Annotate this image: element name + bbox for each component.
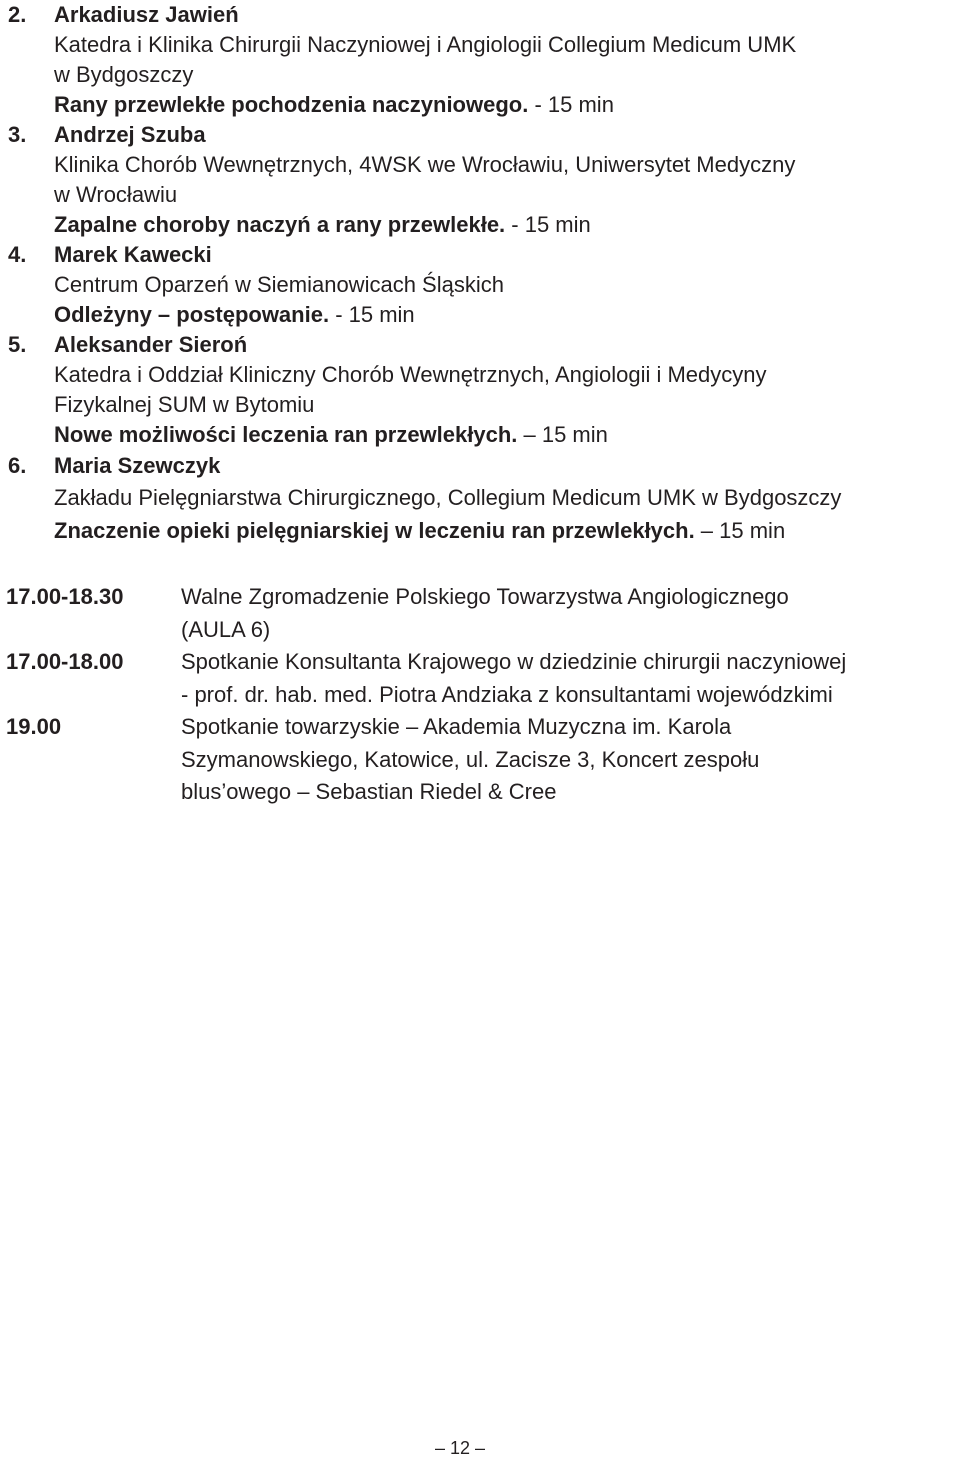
schedule-time: 17.00-18.30 — [6, 584, 124, 609]
schedule-time: 19.00 — [6, 714, 62, 739]
schedule-time: 17.00-18.00 — [6, 649, 124, 674]
event-line: (AULA 6) — [181, 616, 271, 642]
talk-duration: - 15 min — [329, 302, 415, 327]
event-line: blus’owego – Sebastian Riedel & Cree — [181, 779, 557, 804]
speaker-affiliation: Katedra i Oddział Kliniczny Chorób Wewnętrznych, Angiologii i Medycyny — [54, 362, 767, 387]
talk-title: Znaczenie opieki pielęgniarskiej w leczeniu ran przewlekłych. — [54, 518, 695, 543]
talk-duration: - 15 min — [528, 92, 614, 117]
talk-title-line — [54, 90, 954, 120]
talk-details — [54, 451, 954, 547]
speaker-affiliation: Katedra i Klinika Chirurgii Naczyniowej i Angiologii Collegium Medicum UMK — [54, 32, 797, 57]
speaker-name: Arkadiusz Jawień — [54, 2, 239, 27]
event-line: Szymanowskiego, Katowice, ul. Zacisze 3, Koncert zespołu — [181, 746, 760, 772]
speaker-name: Aleksander Sieroń — [54, 332, 248, 357]
talk-number: 4. — [8, 242, 27, 267]
talk-title: Nowe możliwości leczenia ran przewlekłych. — [54, 422, 518, 447]
talk-number: 6. — [8, 453, 27, 478]
page-number: – 12 – — [434, 1438, 486, 1458]
talk-duration: – 15 min — [517, 422, 608, 447]
talk-title: Odleżyny – postępowanie. — [54, 302, 330, 327]
speaker-affiliation: Zakładu Pielęgniarstwa Chirurgicznego, Collegium Medicum UMK w Bydgoszczy — [54, 485, 842, 510]
speaker-affiliation: Fizykalnej SUM w Bytomiu — [54, 392, 315, 417]
talk-duration: – 15 min — [694, 518, 786, 543]
schedule-event — [181, 581, 960, 646]
speaker-affiliation: Klinika Chorób Wewnętrznych, 4WSK we Wrocławiu, Uniwersytet Medyczny — [54, 152, 796, 177]
schedule-event — [181, 711, 960, 809]
speaker-affiliation: Centrum Oparzeń w Siemianowicach Śląskich — [54, 272, 504, 297]
speaker-name: Andrzej Szuba — [54, 122, 206, 147]
schedule-event — [181, 646, 960, 711]
talk-number: 2. — [8, 2, 27, 27]
speaker-name: Marek Kawecki — [54, 242, 212, 267]
talk-details — [54, 330, 954, 450]
event-line: Spotkanie towarzyskie – Akademia Muzyczna im. Karola — [181, 714, 732, 739]
event-line: Walne Zgromadzenie Polskiego Towarzystwa Angiologicznego — [181, 584, 789, 609]
talk-number: 3. — [8, 122, 27, 147]
talk-title-line — [54, 210, 954, 240]
talk-duration: - 15 min — [505, 212, 591, 237]
talk-title-line — [54, 514, 954, 547]
talk-title: Zapalne choroby naczyń a rany przewlekłe. — [54, 212, 506, 237]
event-line: - prof. dr. hab. med. Piotra Andziaka z konsultantami wojewódzkimi — [181, 681, 833, 707]
talk-details — [54, 0, 954, 120]
talk-title: Rany przewlekłe pochodzenia naczyniowego. — [54, 92, 529, 117]
speaker-affiliation: w Bydgoszczy — [54, 62, 194, 87]
talk-title-line — [54, 420, 954, 450]
talk-details — [54, 120, 954, 240]
talk-details — [54, 240, 954, 330]
speaker-affiliation: w Wrocławiu — [54, 182, 178, 207]
event-line: Spotkanie Konsultanta Krajowego w dziedzinie chirurgii naczyniowej — [181, 649, 847, 674]
speaker-name: Maria Szewczyk — [54, 453, 221, 478]
talk-number: 5. — [8, 332, 27, 357]
talk-title-line — [54, 300, 954, 330]
